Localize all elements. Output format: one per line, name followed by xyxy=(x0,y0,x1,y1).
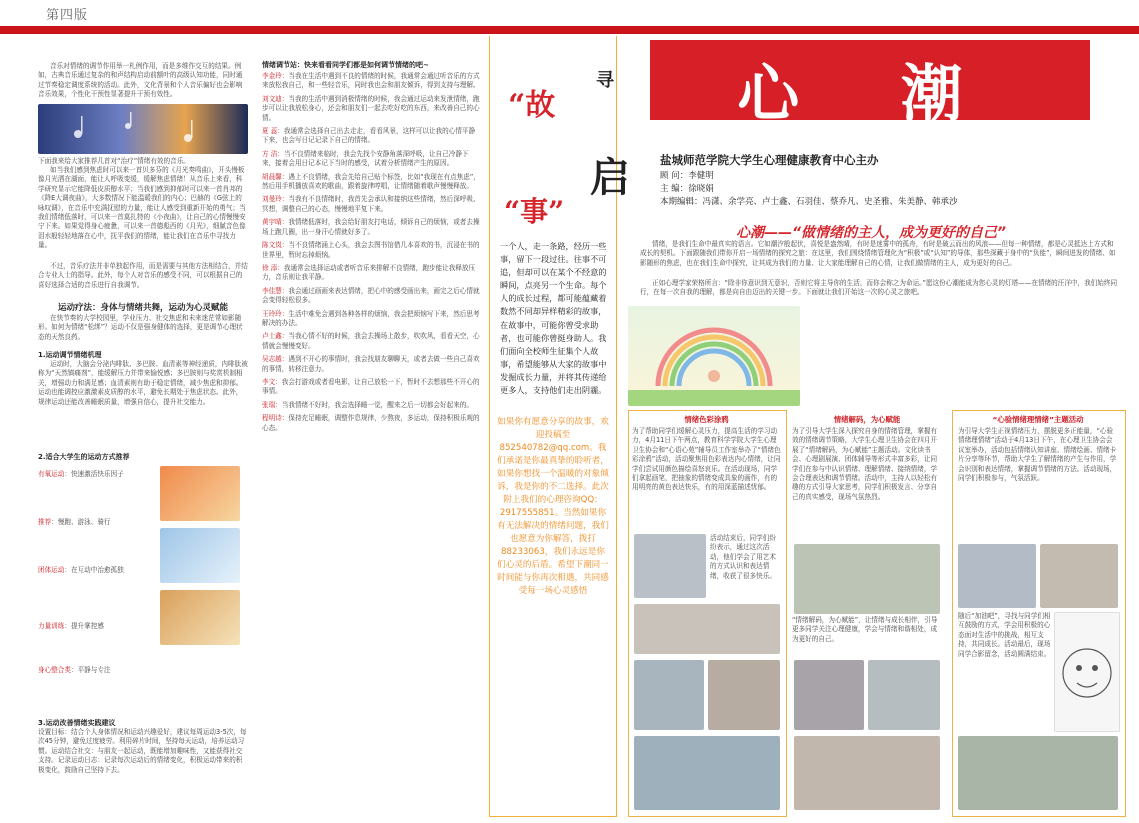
spring-illustration xyxy=(628,306,800,406)
entry-name: 陈文岚： xyxy=(262,241,289,250)
center-name: 盐城师范学院大学生心理健康教育中心主办 xyxy=(660,153,879,167)
entry-text: 保持充足睡眠，调整作息规律，少熬夜，多运动，保持积极乐观的心态。 xyxy=(262,414,480,432)
list-item xyxy=(262,401,480,410)
entry-name: 刘文迪： xyxy=(262,94,289,103)
story-title-xun: 寻 xyxy=(596,70,614,91)
staff-role: 主 编： xyxy=(660,184,689,194)
sport-label: 推荐 xyxy=(38,518,52,526)
sport-sec1-text: 运动时，大脑会分泌内啡肽、多巴胺、血清素等神经递质，内啡肽被称为“天然镇痛剂”，能缓解压力并带来愉悦感；多巴胺则与奖赏机制相关，增强动力和满足感；血清素则有助于稳定情绪，减少焦虑和抑郁。运动也能调控应激激素皮质醇的水平，避免长期处于焦虑状态。此外，规律运动还能改善睡眠质量，增强自信心，提升社交能力。 xyxy=(38,360,248,406)
entry-name: 程明诗： xyxy=(262,414,289,423)
music-notes-icon xyxy=(38,104,248,154)
staff-name: 冯潇、余学亮、卢士鑫、石羽佳、蔡乔凡、史圣雅、朱美静、韩承沙 xyxy=(702,197,958,207)
music-image xyxy=(38,104,248,154)
masthead-banner xyxy=(650,40,1090,130)
list-item xyxy=(262,310,480,329)
entry-name: 徐 添： xyxy=(262,263,284,272)
sport-label: 身心整合类 xyxy=(38,666,71,674)
col3-drawing xyxy=(1054,612,1120,732)
list-item xyxy=(660,183,1120,196)
col1-photo-4 xyxy=(708,660,780,730)
sport-value: 提升掌控感 xyxy=(70,622,104,630)
list-item xyxy=(262,287,480,306)
story-poem: 一个人，走一条路，经历一些事，留下一段过往。往事不可追，但却可以在某个不经意的瞬间，点亮另一个生命。每个人的成长过程，都可能蕴藏着数然不同却异样精彩的故事，在故事中，可能你曾受求助者，也可能你曾挺身助人。我们面向全校师生征集个人故事，希望能够从大家的故事中发掘成长力量，并将其传递给更多人，支持他们走出阴霾。 xyxy=(500,241,607,396)
list-item xyxy=(262,355,480,374)
list-item xyxy=(262,195,480,214)
staff-role: 本期编辑： xyxy=(660,197,703,207)
list-item: 有氧运动：快速激活快乐因子 xyxy=(38,470,124,478)
sport-value: 快速激活快乐因子 xyxy=(70,470,124,478)
list-item xyxy=(262,378,480,397)
sport-label: 有氧运动 xyxy=(38,470,65,478)
entry-name: 王玲玲： xyxy=(262,309,289,318)
entry-text: 当我在生活中遇到不良的情绪的时候，我通常会通过听音乐的方式来放松我自己，和一些轻音乐，同时我也会和朋友倾诉，得到支持与理解。 xyxy=(262,72,480,90)
entry-text: 我会打游戏或者看电影，让自己放松一下，暂时不去想那些不开心的事情。 xyxy=(262,377,480,396)
entry-text: 我通常会选择自己出去走走，看看风景，这样可以让我的心情平静下来，也会写日记记录下自己的情绪。 xyxy=(262,127,476,145)
header-bar xyxy=(0,26,1139,34)
list-item: 推荐：慢跑、游泳、骑行 xyxy=(38,518,111,526)
col3-photo-3 xyxy=(958,736,1118,810)
page-number: 第四版 xyxy=(46,8,89,23)
list-item: 团体运动：在互动中治愈孤独 xyxy=(38,566,124,574)
story-title-shi: “事” xyxy=(504,195,565,228)
entry-text: 当我有不良情绪时，我首先会承认和接纳这些情绪，然后深呼吸、冥想，调整自己的心态，慢慢地平复下来。 xyxy=(262,195,480,213)
col1-photo-1 xyxy=(634,534,706,598)
col3-photo-1 xyxy=(958,544,1036,608)
entry-name: 夏 蕊： xyxy=(262,127,284,136)
music-text: 如当我们感到焦虑时可以来一首贝多芬的《月光奏鸣曲》，开头慢板像月光洒在湖面，能让人呼吸变缓，缓解焦虑情绪！从音乐上来看，科学研究显示它能降低皮质醇水平；当我们感到抑郁时可以来一首肖邦的《降E大调夜曲》，大多数情况下能温暖我们的内心；巴赫的《G弦上的咏叹调》，在音乐中充满抚慰的力量，能让人感受到重新开始的勇气；当我们情绪低落时，可以来一首莫扎特的《小夜曲》，让自己的心情慢慢安宁下来。如果觉得身心疲惫，可以来一首德彪西的《月光》，细腻音色像泪水般轻轻地落在心中，抚平我们的情绪，能让我们在音乐中寻找力量。 xyxy=(38,166,246,250)
staff-name: 李健明 xyxy=(688,171,714,181)
center-title: 情绪调节站：快来看看同学们都是如何调节情绪的吧~ xyxy=(262,61,429,69)
col1-photo-2 xyxy=(634,604,780,654)
entry-text: 当不良情绪涌上心头，我会去图书馆借几本喜欢的书，沉浸在书的世界里，暂时忘掉烦恼。 xyxy=(262,241,480,259)
center-entries xyxy=(262,72,480,812)
music-caption: 下面我来给大家推荐几首对“治疗”情绪有效的音乐。 xyxy=(38,157,190,165)
col2-photo-1 xyxy=(794,544,940,614)
entry-name: 李金玲： xyxy=(262,72,289,80)
staff-list xyxy=(660,170,1120,209)
entry-text: 我通常会选择运动或者听音乐来排解不良情绪，跑步能让我释放压力，音乐则让我平静。 xyxy=(262,263,476,282)
staff-name: 徐晓娟 xyxy=(688,184,714,194)
col2-photo-3 xyxy=(868,660,940,730)
entry-text: 生活中难免会遇到各种各样的烦恼，我会把烦恼写下来，然后思考解决的办法。 xyxy=(262,309,480,327)
face-doodle-icon xyxy=(1055,613,1119,731)
col2-title: 情绪解码，为心赋能 xyxy=(833,415,901,424)
sport-label: 团体运动 xyxy=(38,566,65,574)
masthead-title: 心 潮 xyxy=(737,57,1003,130)
entry-name: 胡晨馨： xyxy=(262,172,289,181)
sport-intro: 在快节奏的大学校园里，学业压力、社交焦虑和未来迷茫常如影随形。如何为情绪“松绑”？运动不仅是强身健体的选择，更是调节心理状态的天然良药。 xyxy=(38,314,243,341)
entry-text: 我情绪低落时，我会给好朋友打电话，倾诉自己的烦恼，或者去操场上跑几圈，出一身汗心情就好多了。 xyxy=(262,218,480,236)
list-item xyxy=(262,173,480,192)
entry-text: 遇上不良情绪，我会先给自己贴个标签，比如“我现在有点焦虑”，然后用手机播放喜欢的歌曲，跟着旋律哼唱，让情绪随着歌声慢慢释放。 xyxy=(262,172,480,191)
col3-text: 为引导大学生正视情绪压力，摆脱更多正能量，“心验情绪理情绪”活动于4月13日下午，在心理卫生协会会议室举办，活动包括情绪认知讲座、情绪绘画、情绪卡片分享等环节，帮助大学生了解情绪的产生与作用，学会识别和表达情绪，掌握调节情绪的方法。活动现场，同学们积极参与，气氛活跃。 xyxy=(958,427,1117,483)
col2-text: 为了引导大学生深入探究自身的情绪管理，掌握有效的情绪调节策略，大学生心理卫生协会在四月开展了“情绪解码，为心赋能”主题活动。文化读书会、心理剧展演、团体辅导等形式丰富多彩，让同学们在参与中认识情绪、理解情绪、接纳情绪，学会合理表达和调节情绪。活动中，主持人以轻松有趣的方式引导大家思考，同学们积极发言、分享自己的真实感受，现场气氛热烈。 xyxy=(792,427,938,501)
sport-sec2-title: 2.适合大学生的运动方式推荐 xyxy=(38,453,130,461)
col1-text: 为了帮助同学们缓解心灵压力，提高生活的学习动力，4月11日下午两点，教育科学学院大学生心理卫生协会和“心语心苑”辅导员工作室举办了“情绪色彩涂鸦”活动，活动聚焦用色彩表达内心情绪，让同学们尝试用颜色描绘喜怒哀乐。在活动现场，同学们拿起画笔，把抽象的情绪变成具象的画作，有的用明亮的黄色表达快乐，有的用深蓝描述忧郁。 xyxy=(632,427,781,492)
list-item xyxy=(262,414,480,433)
entry-name: 李文： xyxy=(262,377,282,386)
col2-caption: “情绪解码，为心赋能”，让情绪与成长相伴，引导更多同学关注心理健康，学会与情绪和谐相处，成为更好的自己。 xyxy=(792,616,938,643)
entry-text: 当我的生活中遇到消极情绪的时候，我会通过运动来发泄情绪，跑步可以让我放松身心，还会和朋友们一起去吃好吃的东西，来改善自己的心情。 xyxy=(262,94,480,122)
staff-role: 顾 问： xyxy=(660,171,689,181)
list-item xyxy=(660,196,1120,209)
col1-photo-3 xyxy=(634,660,704,730)
sport-label: 力量训练 xyxy=(38,622,65,630)
sport-value: 平静与专注 xyxy=(77,666,111,674)
sport-sec3-title: 3.运动改善情绪实践建议 xyxy=(38,719,116,727)
list-item xyxy=(262,218,480,237)
entry-text: 我会通过画画来表达情绪，把心中的感受画出来，画完之后心情就会变得轻松很多。 xyxy=(262,286,480,305)
col2-photo-4 xyxy=(794,736,940,810)
entry-name: 李佳慧： xyxy=(262,286,289,295)
list-item xyxy=(262,150,480,169)
headline: 心潮——“做情绪的主人，成为更好的自己” xyxy=(736,225,1007,241)
entry-text: 当不良情绪来临时，我会先找个安静角落深呼吸，让自己冷静下来，接着会用日记本记下当时的感受，试着分析情绪产生的原因。 xyxy=(262,149,469,168)
col1-photo-5 xyxy=(634,736,780,810)
entry-name: 方 洁： xyxy=(262,149,284,158)
col2-photo-2 xyxy=(794,660,864,730)
story-call: 如果你有愿意分享的故事，欢迎投稿至852540782@qq.com。我们承诺是你最真挚的聆听者，如果你想找一个温暖的对象倾诉，我是你的不二选择。此次附上我们的心理咨询QQ：2917555851。当然如果你有无法解决的情绪问题，我们也愿意为你解答，拨打88233063，我们永远是你们心灵的后盾。希望下潮同一时间能与你再次相遇，共同感受每一场心灵感悟 xyxy=(497,417,609,596)
sport-sec1-title: 1.运动调节情绪机理 xyxy=(38,351,102,359)
lead-text: 情绪，是我们生命中最真实的语言。它如潮汐般起伏，喜悦是盎然晴，有时是迷雾中的孤舟，有时是破云而出的风浪——但每一种情绪，都是心灵抵达上方式和成长的契机。下面跟随我们带你开启一场情绪的探究之旅：在这里，我们围绕情绪管理化为“积极”或“认知”的导体，那些深藏于身中的“负能”，瞬间迸发的情绪、如影随形的焦虑，也在我们生命中探究，让其成为我们的力量、让大家能理解自己的心情，让我们做情绪的主人，成为更好的自己。 xyxy=(640,240,1116,267)
left-intro: 音乐对情绪的调节作用举一札例作用，而是多维作交互的结果。例如，古典音乐通过复杂的和声结构启动前额叶的高级认知功能，同时通过节奏稳定调度系统的活动。此外，文化背景和个人音乐偏好也会影响音乐效果，个性化干预性显著提升干预有效性。 xyxy=(38,62,243,99)
list-item: 力量训练：提升掌控感 xyxy=(38,622,104,630)
col1-title: 情绪色彩涂鸦 xyxy=(684,415,729,424)
entry-text: 遇到不开心的事情时，我会找朋友聊聊天，或者去做一些自己喜欢的事情，转移注意力。 xyxy=(262,355,480,373)
music-text-2: 不过，音乐疗法并非单独起作用，而是需要与其他方法相结合，并结合专业人士的指导。此外，每个人对音乐的感受不同，可以根据自己的喜好选择合适的音乐进行自我调节。 xyxy=(38,262,248,289)
lead-text-2: 正如心理学家荣格所言：“除非你意识到无意识，否则它将主导你的生活，而你会称之为命运。”愿这份心潮能成为您心灵的灯塔——在情绪的汪洋中，我们始终同行，在每一次自我的理解，都是向自由迈出的关键一步。下面就让我们开始这一次的心灵之旅吧。 xyxy=(640,279,1118,297)
list-item xyxy=(262,127,480,146)
col3-photo-2 xyxy=(1040,544,1118,608)
entry-name: 张瑞： xyxy=(262,400,282,409)
story-title-qi: 启 xyxy=(590,154,630,201)
list-item xyxy=(262,241,480,260)
entry-name: 刘曼玲： xyxy=(262,195,289,204)
col3-caption: 随后“加油吧”，寻找与同学们相互鼓励的方式，学会用积极的心态面对生活中的挑战，相互支持，共同成长。活动最后，现场同学合影留念，活动圆满结束。 xyxy=(958,612,1051,658)
list-item xyxy=(262,72,480,91)
entry-text: 当我情绪不好时，我会选择睡一觉，醒来之后一切都会好起来的。 xyxy=(281,400,473,409)
sport-list xyxy=(38,470,148,706)
col3-title: “心验情绪理情绪”主题活动 xyxy=(992,415,1084,424)
runner-image xyxy=(160,466,240,521)
entry-name: 卢士鑫： xyxy=(262,332,289,341)
list-item xyxy=(262,332,480,351)
story-title-gu: “故 xyxy=(508,88,556,123)
entry-name: 黄宇晴： xyxy=(262,218,289,227)
list-item xyxy=(660,170,1120,183)
entry-text: 当我心情不好的时候，我会去操场上散步，吹吹风，看看天空，心情就会慢慢变好。 xyxy=(262,332,480,350)
sport-sec3-text: 设置目标：结合个人身体情况和运动兴趣爱好，建议每周运动3-5次，每次45分钟，避免过度疲劳。利用碎片时间，坚持每天运动，培养运动习惯。运动结合社交：与朋友一起运动，既能增加趣味性，又能获得社交支持。记录运动日志：记录每次运动后的情绪变化，积极运动带来的积极变化，鼓励自己坚持下去。 xyxy=(38,728,247,774)
col1-caption: 活动结束后，同学们纷纷表示，通过这次活动，他们学会了用艺术的方式认识和表达情绪，收获了很多快乐。 xyxy=(710,534,776,580)
list-item xyxy=(262,264,480,283)
sport-value: 在互动中治愈孤独 xyxy=(70,566,124,574)
sport-section-title: 运动疗法：身体与情绪共舞，运动为心灵赋能 xyxy=(57,303,228,313)
entry-name: 吴志越： xyxy=(262,355,289,364)
sport-value: 慢跑、游泳、骑行 xyxy=(57,518,111,526)
rainbow-icon xyxy=(628,306,800,406)
yoga-image xyxy=(160,528,240,583)
sport-image xyxy=(160,590,240,645)
list-item: 身心整合类：平静与专注 xyxy=(38,666,111,674)
list-item xyxy=(262,95,480,123)
